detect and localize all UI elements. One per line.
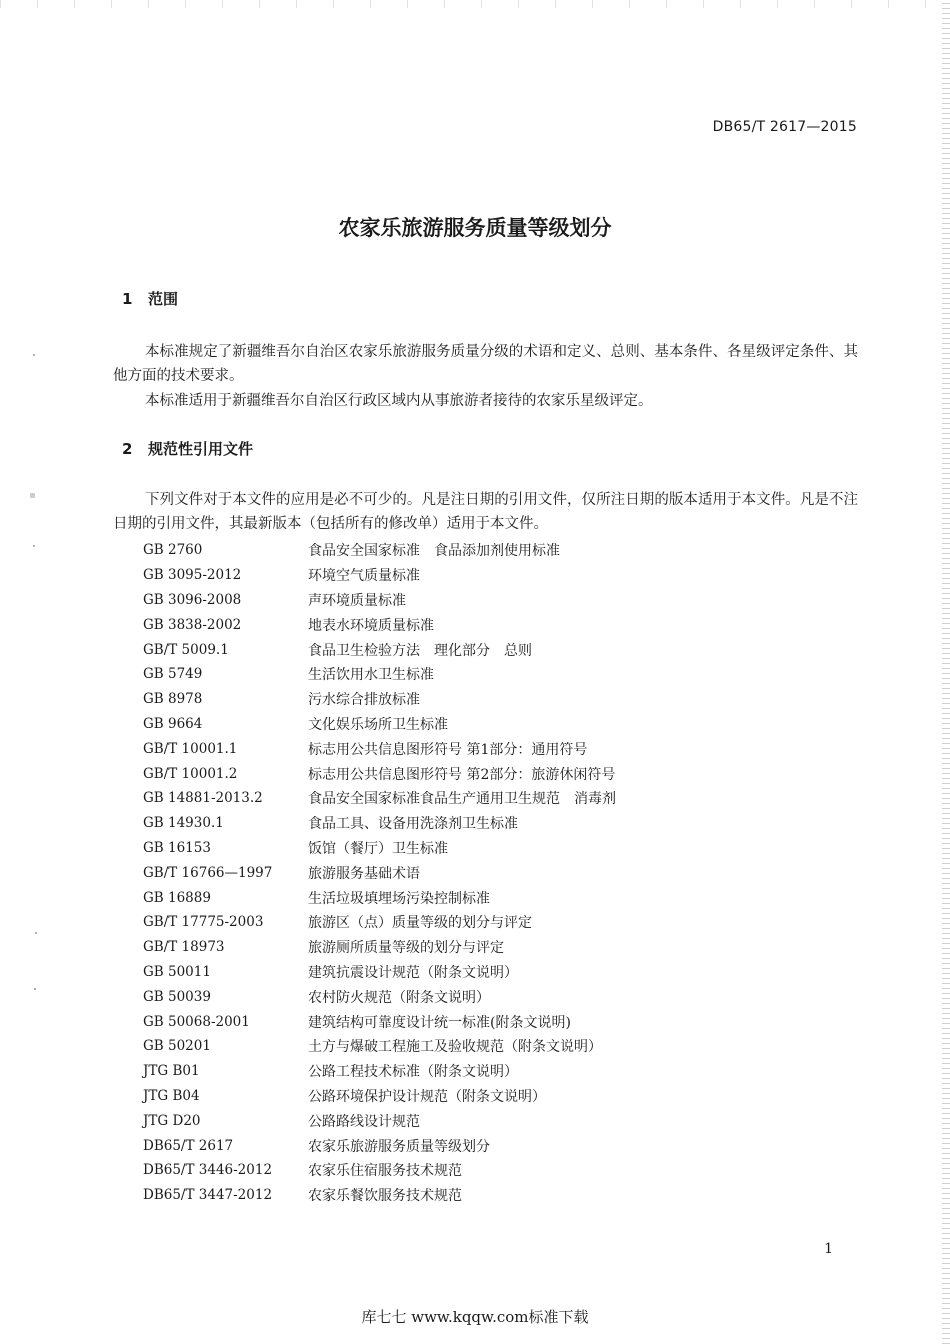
reference-row	[143, 860, 843, 885]
normative-references-list	[143, 538, 843, 1208]
reference-title: 建筑结构可靠度设计统一标准(附条文说明)	[308, 1014, 571, 1031]
reference-title: 公路路线设计规范	[308, 1113, 420, 1130]
section-number: 1	[122, 290, 133, 308]
reference-code: GB/T 10001.2	[143, 765, 238, 782]
reference-title: 建筑抗震设计规范（附条文说明）	[308, 964, 518, 981]
document-title: 农家乐旅游服务质量等级划分	[338, 216, 612, 240]
section-2-heading	[122, 438, 253, 459]
reference-title: 标志用公共信息图形符号 第1部分：通用符号	[308, 741, 588, 758]
reference-row	[143, 960, 843, 985]
reference-row	[143, 1158, 843, 1183]
reference-title: 农村防火规范（附条文说明）	[308, 989, 490, 1006]
reference-title: 农家乐餐饮服务技术规范	[308, 1188, 462, 1205]
scan-speck	[33, 545, 35, 547]
reference-code: JTG B01	[143, 1063, 200, 1080]
reference-title: 食品安全国家标准食品生产通用卫生规范 消毒剂	[308, 791, 616, 808]
reference-row	[143, 736, 843, 761]
reference-code: GB 14881-2013.2	[143, 790, 263, 807]
reference-title: 地表水环境质量标准	[308, 617, 434, 634]
reference-title: 农家乐住宿服务技术规范	[308, 1163, 462, 1180]
reference-code: GB 3095-2012	[143, 567, 242, 584]
reference-row	[143, 1183, 843, 1208]
reference-row	[143, 984, 843, 1009]
reference-code: JTG B04	[143, 1087, 200, 1104]
scan-speck	[33, 354, 35, 356]
reference-code: GB 50201	[143, 1038, 211, 1055]
reference-code: GB/T 5009.1	[143, 641, 229, 658]
scan-speck	[30, 493, 35, 498]
reference-title: 污水综合排放标准	[308, 692, 420, 709]
reference-title: 农家乐旅游服务质量等级划分	[308, 1138, 490, 1155]
reference-code: GB 3838-2002	[143, 616, 242, 633]
section-1-heading	[122, 288, 178, 309]
reference-code: GB/T 16766—1997	[143, 864, 273, 881]
reference-row	[143, 563, 843, 588]
reference-title: 标志用公共信息图形符号 第2部分：旅游休闲符号	[308, 766, 616, 783]
reference-row	[143, 885, 843, 910]
reference-code: GB 5749	[143, 666, 203, 683]
references-intro: 下列文件对于本文件的应用是必不可少的。凡是注日期的引用文件，仅所注日期的版本适用于本文件。凡是不注日期的引用文件，其最新版本（包括所有的修改单）适用于本文件。	[113, 492, 858, 532]
section-number: 2	[122, 440, 133, 458]
reference-code: GB 14930.1	[143, 815, 224, 832]
page-number: 1	[824, 1241, 833, 1257]
reference-code: GB 3096-2008	[143, 591, 242, 608]
reference-code: GB 16153	[143, 839, 211, 856]
reference-title: 食品工具、设备用洗涤剂卫生标准	[308, 816, 518, 833]
scan-speck	[35, 932, 37, 934]
footer-watermark: 库七七 www.kqqw.com标准下载	[361, 1308, 589, 1326]
scan-speck	[34, 988, 36, 990]
reference-title: 饭馆（餐厅）卫生标准	[308, 840, 448, 857]
reference-row	[143, 935, 843, 960]
reference-row	[143, 712, 843, 737]
reference-row	[143, 1034, 843, 1059]
reference-code: GB 50011	[143, 963, 211, 980]
reference-code: GB 16889	[143, 889, 211, 906]
reference-row	[143, 811, 843, 836]
reference-code: JTG D20	[143, 1112, 201, 1129]
reference-code: DB65/T 3447-2012	[143, 1187, 273, 1204]
scope-paragraph-1: 本标准规定了新疆维吾尔自治区农家乐旅游服务质量分级的术语和定义、总则、基本条件、各星级评定条件、其他方面的技术要求。	[113, 344, 858, 384]
reference-row	[143, 612, 843, 637]
reference-row	[143, 1084, 843, 1109]
reference-row	[143, 662, 843, 687]
reference-title: 旅游厕所质量等级的划分与评定	[308, 940, 504, 957]
reference-code: DB65/T 2617	[143, 1137, 234, 1154]
reference-title: 文化娱乐场所卫生标准	[308, 716, 448, 733]
reference-row	[143, 687, 843, 712]
document-code: DB65/T 2617—2015	[712, 119, 857, 135]
reference-title: 旅游服务基础术语	[308, 865, 420, 882]
reference-code: GB 8978	[143, 691, 203, 708]
reference-title: 公路环境保护设计规范（附条文说明）	[308, 1088, 546, 1105]
section-title: 范围	[148, 290, 179, 308]
reference-code: GB/T 10001.1	[143, 740, 238, 757]
reference-row	[143, 588, 843, 613]
section-title: 规范性引用文件	[148, 440, 254, 458]
reference-code: GB 9664	[143, 715, 203, 732]
reference-row	[143, 836, 843, 861]
reference-row	[143, 1133, 843, 1158]
reference-code: GB 50068-2001	[143, 1013, 250, 1030]
reference-title: 土方与爆破工程施工及验收规范（附条文说明）	[308, 1039, 602, 1056]
reference-code: GB 50039	[143, 988, 211, 1005]
reference-row	[143, 761, 843, 786]
reference-title: 旅游区（点）质量等级的划分与评定	[308, 915, 532, 932]
reference-title: 生活饮用水卫生标准	[308, 667, 434, 684]
reference-code: DB65/T 3446-2012	[143, 1162, 273, 1179]
reference-code: GB/T 17775-2003	[143, 914, 264, 931]
reference-row	[143, 538, 843, 563]
reference-code: GB/T 18973	[143, 939, 225, 956]
reference-title: 声环境质量标准	[308, 592, 406, 609]
scan-edge-right	[942, 0, 950, 1344]
reference-title: 公路工程技术标准（附条文说明）	[308, 1064, 518, 1081]
reference-row	[143, 910, 843, 935]
reference-title: 生活垃圾填埋场污染控制标准	[308, 890, 490, 907]
reference-title: 食品安全国家标准 食品添加剂使用标准	[308, 543, 560, 560]
reference-code: GB 2760	[143, 542, 203, 559]
reference-title: 食品卫生检验方法 理化部分 总则	[308, 642, 532, 659]
reference-row	[143, 786, 843, 811]
reference-row	[143, 1108, 843, 1133]
reference-row	[143, 637, 843, 662]
reference-title: 环境空气质量标准	[308, 568, 420, 585]
reference-row	[143, 1059, 843, 1084]
scope-paragraph-2: 本标准适用于新疆维吾尔自治区行政区域内从事旅游者接待的农家乐星级评定。	[145, 393, 653, 409]
reference-row	[143, 1009, 843, 1034]
scan-edge-top	[0, 0, 950, 8]
